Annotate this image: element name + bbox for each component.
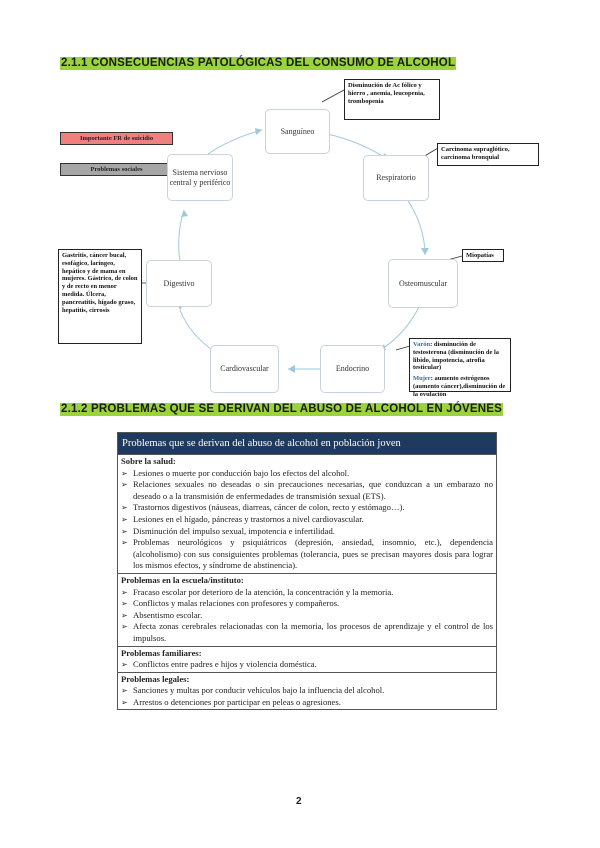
list-item	[121, 502, 493, 514]
section-heading-problemas: 2.1.2 PROBLEMAS QUE SE DERIVAN DEL ABUSO DE ALCOHOL EN JÓVENES	[61, 403, 502, 415]
list-item-text: Lesiones en el hígado, páncreas y trastornos a nivel cardiovascular.	[133, 513, 364, 524]
list-item-text: Conflictos y malas relaciones con profesores y compañeros.	[133, 598, 340, 609]
legend-social: Problemas sociales	[60, 163, 173, 176]
bullet-arrow-icon: ➢	[121, 514, 128, 524]
node-nervioso: Sistema nervioso central y periférico	[167, 154, 233, 201]
problems-table	[117, 432, 497, 710]
bullet-arrow-icon: ➢	[121, 660, 128, 670]
bullet-arrow-icon: ➢	[121, 468, 128, 478]
list-item-text: Arrestos o detenciones por participar en peleas o agresiones.	[133, 696, 341, 707]
bullet-arrow-icon: ➢	[121, 622, 128, 632]
bullet-arrow-icon: ➢	[121, 686, 128, 696]
list-item	[121, 537, 493, 572]
table-section-heading: Problemas legales:	[121, 673, 190, 684]
note-sanguineo: Disminución de Ac fólico y hierro , anemia, leucopenia, trombopenia	[344, 79, 440, 120]
table-body	[118, 455, 496, 709]
table-section	[118, 646, 496, 672]
page-number: 2	[296, 796, 302, 807]
list-item-text: Conflictos entre padres e hijos y violencia doméstica.	[133, 659, 317, 670]
bullet-arrow-icon: ➢	[121, 526, 128, 536]
node-digestivo: Digestivo	[146, 260, 212, 307]
arrow-digestivo-nervioso	[179, 210, 184, 262]
list-item	[121, 468, 493, 480]
bullet-arrow-icon: ➢	[121, 610, 128, 620]
list-item-text: Afecta zonas cerebrales relacionadas con la memoria, los procesos de aprendizaje y el control de los impulsos.	[133, 621, 493, 643]
node-sanguineo: Sanguíneo	[265, 109, 330, 154]
bullet-arrow-icon: ➢	[121, 587, 128, 597]
table-section-heading: Problemas familiares:	[121, 647, 202, 658]
arrowhead-cardiovascular	[288, 365, 295, 373]
arrow-cardiovascular-digestivo	[180, 310, 215, 352]
note-endocrino	[409, 338, 511, 398]
node-osteomuscular: Osteomuscular	[388, 259, 458, 308]
list-item	[121, 685, 493, 697]
list-item-text: Sanciones y multas por conducir vehículos bajo la influencia del alcohol.	[133, 685, 385, 696]
list-item	[121, 598, 493, 610]
note-respiratorio: Carcinoma supraglótico, carcinoma bronquial	[437, 143, 539, 166]
table-section	[118, 573, 496, 646]
bullet-arrow-icon: ➢	[121, 538, 128, 548]
bullet-arrow-icon: ➢	[121, 599, 128, 609]
note-pointer-endocrino	[396, 346, 410, 350]
list-item	[121, 610, 493, 622]
arrowhead-sanguineo	[255, 128, 262, 135]
list-item-text: Fracaso escolar por deterioro de la atención, la concentración y la memoria.	[133, 586, 394, 597]
list-item-text: Disminución del impulso sexual, impotencia e infertilidad.	[133, 525, 335, 536]
node-cardiovascular: Cardiovascular	[210, 345, 279, 393]
list-item	[121, 587, 493, 599]
table-section	[118, 455, 496, 573]
note-endocrino-mujer: : aumento estrógenos (aumento cáncer),disminución de la ovulación	[413, 375, 506, 398]
list-item-text: Problemas neurológicos y psiquiátricos (depresión, ansiedad, insomnio, etc.), dependencia (alcoholismo) con sus consiguientes problemas (tolerancia, pues se precisan mayores dosis para lograr los mismos efectos, y síndrome de abstinencia).	[133, 537, 493, 571]
list-item-text: Absentismo escolar.	[133, 609, 203, 620]
node-respiratorio: Respiratorio	[363, 155, 429, 201]
note-pointer-sanguineo	[322, 90, 344, 102]
list-item	[121, 659, 493, 671]
table-section-heading: Sobre la salud:	[121, 456, 176, 466]
bullet-arrow-icon: ➢	[121, 697, 128, 707]
arrowhead-nervioso	[181, 210, 188, 217]
table-section-heading: Problemas en la escuela/instituto:	[121, 574, 244, 585]
node-endocrino: Endocrino	[320, 345, 385, 393]
note-endocrino-mujer-label: Mujer	[413, 375, 431, 383]
list-item	[121, 621, 493, 644]
bullet-arrow-icon: ➢	[121, 480, 128, 490]
legend-suicide: Importante FR de suicidio	[60, 132, 173, 145]
table-section	[118, 672, 496, 710]
bullet-arrow-icon: ➢	[121, 503, 128, 513]
arrow-respiratorio-osteomuscular	[405, 196, 425, 255]
list-item-text: Lesiones o muerte por conducción bajo los efectos del alcohol.	[133, 467, 350, 478]
list-item	[121, 526, 493, 538]
list-item-text: Trastornos digestivos (náuseas, diarreas, cáncer de colon, recto y estómago…).	[133, 502, 405, 513]
note-endocrino-varon: : disminución de testosterona (disminución de la libido, impotencia, atrofia testicular)	[413, 341, 500, 372]
note-digestivo: Gastritis, cáncer bucal, esofágico, laríngeo, hepático y de mama en mujeres. Gástrico, de colon y de recto en menor medida. Úlcera, pancreatitis, hígado graso, hepatitis, cirrosis	[58, 249, 142, 344]
table-title: Problemas que se derivan del abuso de alcohol en población joven	[118, 433, 496, 455]
note-osteomuscular: Miopatías	[462, 249, 504, 262]
list-item-text: Relaciones sexuales no deseadas o sin precauciones necesarias, que conduzcan a un embarazo no deseado o a la transmisión de enfermedades de transmisión sexual (ETS).	[133, 479, 493, 501]
list-item	[121, 479, 493, 502]
list-item	[121, 514, 493, 526]
section-heading-consecuencias: 2.1.1 CONSECUENCIAS PATOLÓGICAS DEL CONSUMO DE ALCOHOL	[61, 57, 456, 69]
note-endocrino-varon-label: Varón	[413, 341, 431, 348]
list-item	[121, 697, 493, 709]
arrowhead-osteomuscular	[421, 248, 429, 255]
